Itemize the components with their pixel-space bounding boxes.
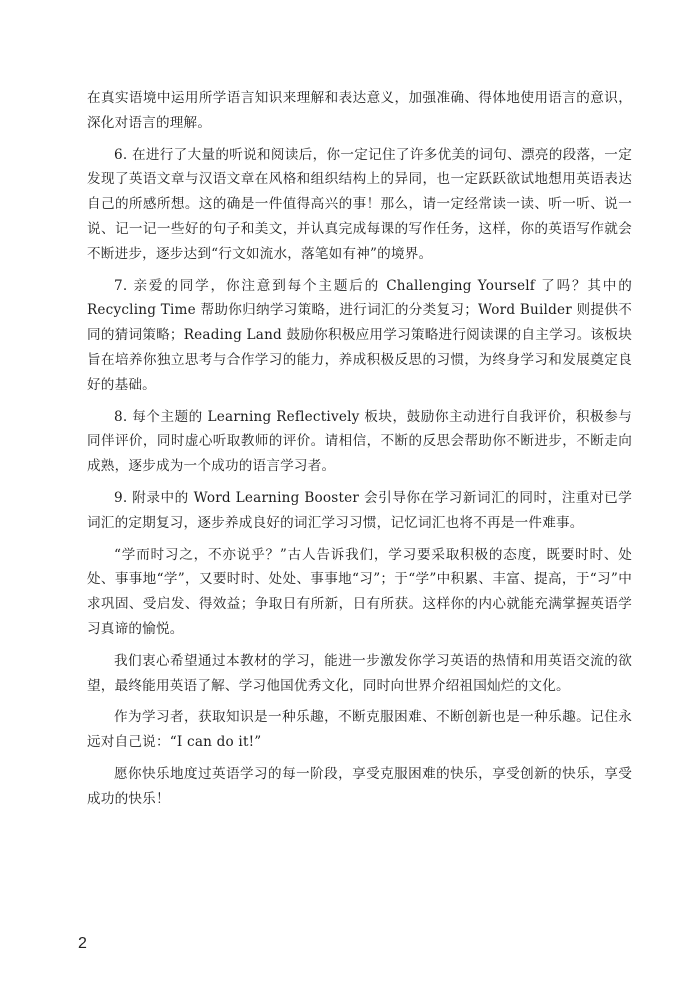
paragraph-item-7: 7. 亲爱的同学，你注意到每个主题后的 Challenging Yourself 了吗？其中的 Recycling Time 帮助你归纳学习策略，进行词汇的分类复习；Word Builder 则提供不同的猜词策略；Reading Land 鼓励你积极应用学习策略进行阅读课的自主学习。该板块旨在培养你独立思考与合作学习的能力，养成积极反思的习惯，为终身学习和发展奠定良好的基础。 <box>87 277 632 393</box>
paragraph-item-9: 9. 附录中的 Word Learning Booster 会引导你在学习新词汇的同时，注重对已学词汇的定期复习，逐步养成良好的词汇学习习惯，记忆词汇也将不再是一件难事。 <box>87 489 632 531</box>
paragraph-item-8: 8. 每个主题的 Learning Reflectively 板块，鼓励你主动进行自我评价，积极参与同伴评价，同时虚心听取教师的评价。请相信，不断的反思会帮助你不断进步，不断走向成熟，逐步成为一个成功的语言学习者。 <box>87 408 632 475</box>
page-number: 2 <box>78 935 87 952</box>
paragraph-hope: 我们衷心希望通过本教材的学习，能进一步激发你学习英语的热情和用英语交流的欲望，最终能用英语了解、学习他国优秀文化，同时向世界介绍祖国灿烂的文化。 <box>87 652 632 694</box>
paragraph-quote: “学而时习之，不亦说乎？”古人告诉我们，学习要采取积极的态度，既要时时、处处、事事地“学”，又要时时、处处、事事地“习”；于“学”中积累、丰富、提高，于“习”中求巩固、受启发、得效益；争取日有所新，日有所获。这样你的内心就能充满掌握英语学习真谛的愉悦。 <box>87 546 632 637</box>
body-text <box>87 86 632 819</box>
paragraph-closing: 愿你快乐地度过英语学习的每一阶段，享受克服困难的快乐，享受创新的快乐，享受成功的快乐！ <box>87 765 632 807</box>
paragraph-learner: 作为学习者，获取知识是一种乐趣，不断克服困难、不断创新也是一种乐趣。记住永远对自己说：“I can do it!” <box>87 709 632 751</box>
paragraph-item-6: 6. 在进行了大量的听说和阅读后，你一定记住了许多优美的词句、漂亮的段落，一定发现了英语文章与汉语文章在风格和组织结构上的异同，也一定跃跃欲试地想用英语表达自己的所感所想。这的确是一件值得高兴的事！那么，请一定经常读一读、听一听、说一说、记一记一些好的句子和美文，并认真完成每课的写作任务，这样，你的英语写作就会不断进步，逐步达到“行文如流水，落笔如有神”的境界。 <box>87 146 632 262</box>
paragraph-continuation: 在真实语境中运用所学语言知识来理解和表达意义，加强准确、得体地使用语言的意识，深化对语言的理解。 <box>87 90 632 131</box>
